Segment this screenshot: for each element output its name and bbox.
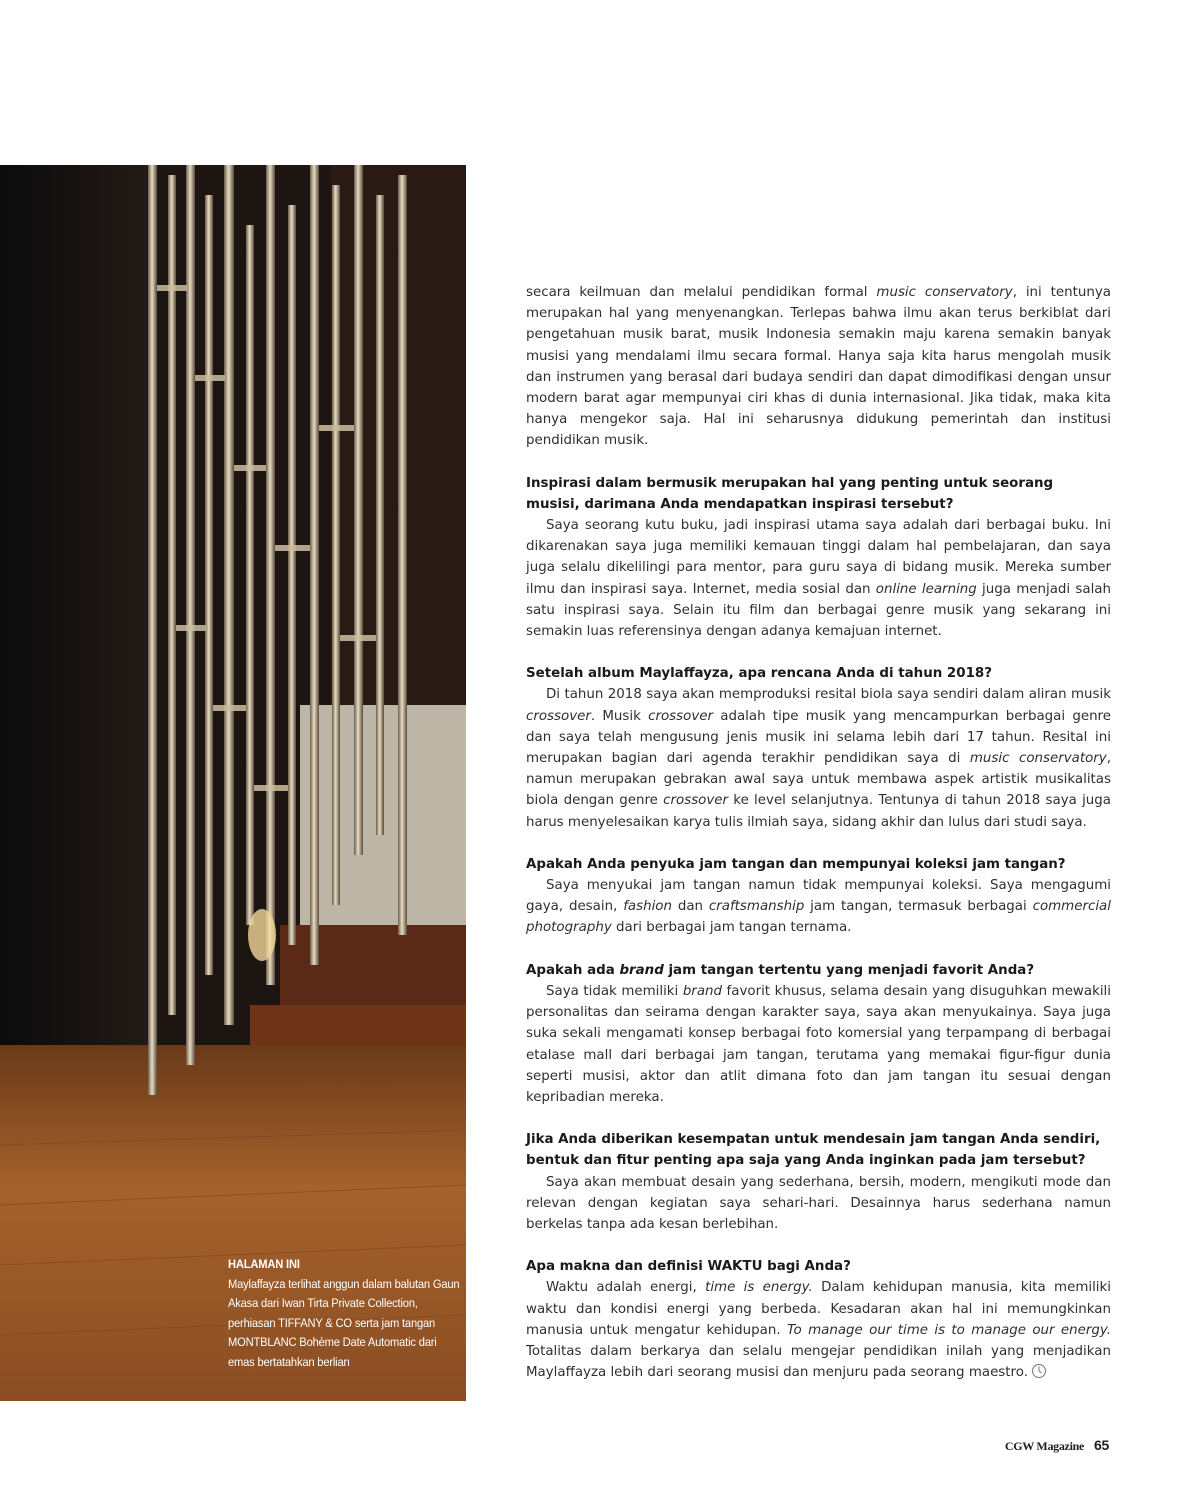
answer xyxy=(526,1277,1111,1383)
question xyxy=(526,960,1111,981)
text-run: , ini tentunya merupakan hal yang menyenangkan. Terlepas bahwa ilmu akan terus berkiblat dari pengetahuan musik barat, musik Indonesia semakin maju karena semakin banyak musisi yang mendalami ilmu secara formal. Hanya saja kita harus mengolah musik dan instrumen yang berasal dari budaya sendiri dan dapat dimodifikasi dengan unsur modern barat agar mempunyai ciri khas di dunia internasional. Jika tidak, maka kita hanya mengekor saja. Hal ini seharusnya didukung pemerintah dan institusi pendidikan musik. xyxy=(526,285,1111,449)
answer xyxy=(526,875,1111,939)
question xyxy=(526,473,1111,515)
caption-title: HALAMAN INI xyxy=(228,1257,300,1271)
text-run: Totalitas dalam berkarya dan selalu mengejar pendidikan inilah yang menjadikan Maylaffayza lebih dari seorang musisi dan menjuru pada seorang maestro. xyxy=(526,1343,1111,1381)
italic-text: brand xyxy=(682,983,723,999)
article-body xyxy=(526,282,1111,1383)
text-run: Waktu adalah energi, xyxy=(546,1280,706,1296)
text-run: favorit khusus, selama desain yang disuguhkan mewakili personalitas dan seirama dengan karakter saya, saya akan menyukainya. Saya juga suka sekali mengamati konsep berbagai foto komersial yang terpampang di berbagai etalase mall dari berbagai jam tangan, terutama yang memakai figur-figur dunia seperti musisi, aktor dan atlit dimana foto dan jam tangan itu sesuai dengan kepribadian mereka. xyxy=(526,983,1112,1105)
text-run: Apakah Anda penyuka jam tangan dan mempunyai koleksi jam tangan? xyxy=(526,856,1066,872)
answer xyxy=(526,684,1111,832)
question xyxy=(526,1129,1111,1171)
photo-caption xyxy=(228,1255,460,1373)
qa-list xyxy=(526,473,1111,1384)
text-run: adalah tipe musik yang mencampurkan berbagai genre dan saya telah mengusung jenis musik ini selama lebih dari 17 tahun. Resital ini merupakan bagian dari agenda terakhir pendidikan saya di xyxy=(526,708,1112,767)
text-run: Apakah ada xyxy=(526,962,620,978)
text-run: . Musik xyxy=(590,708,649,724)
italic-text: crossover xyxy=(663,793,729,809)
text-run: Saya menyukai jam tangan namun tidak mempunyai koleksi. Saya mengagumi gaya, desain, xyxy=(526,878,1111,915)
page-number: 65 xyxy=(1094,1437,1109,1453)
text-run: dan xyxy=(671,899,709,915)
text-run: dari berbagai jam tangan ternama. xyxy=(611,920,852,936)
text-run: , namun merupakan gebrakan awal saya untuk membawa aspek artistik musikalitas biola dengan genre xyxy=(526,751,1111,809)
italic-text: time is energy. xyxy=(705,1280,813,1296)
text-run: Saya seorang kutu buku, jadi inspirasi utama saya adalah dari berbagai buku. Ini dikarenakan saya juga memiliki kemauan tinggi dalam hal pembelajaran, dan saya juga selalu dikelilingi para mentor, para guru saya di bidang musik. Mereka sumber ilmu dan inspirasi saya. Internet, media sosial dan xyxy=(526,518,1111,597)
italic-text: commercial photography xyxy=(526,899,1111,936)
text-run: ke level selanjutnya. Tentunya di tahun 2018 saya juga harus menyelesaikan karya tulis ilmiah saya, sidang akhir dan lulus dari studi saya. xyxy=(526,793,1111,830)
text-run: Saya tidak memiliki xyxy=(546,983,683,999)
italic-text: crossover xyxy=(526,708,591,724)
italic-text: crossover xyxy=(648,708,713,724)
text-run: Dalam kehidupan manusia, kita memiliki waktu dan kondisi energi yang berbeda. Kesadaran akan hal ini memungkinkan manusia untuk mengatur kehidupan. xyxy=(526,1280,1112,1338)
answer xyxy=(526,515,1111,642)
caption-body: Maylaffayza terlihat anggun dalam balutan Gaun Akasa dari Iwan Tirta Private Collection, perhiasan TIFFANY & CO serta jam tangan MONTBLANC Bohème Date Automatic dari emas bertatahkan berlian xyxy=(228,1276,460,1369)
text-run: jam tangan, termasuk berbagai xyxy=(804,899,1033,915)
end-mark-clock-icon xyxy=(1031,1363,1047,1379)
italic-text: music conservatory xyxy=(969,751,1107,767)
italic-text: To manage our time is to manage our energy. xyxy=(787,1322,1111,1338)
text-run: Saya akan membuat desain yang sederhana, bersih, modern, mengikuti mode dan relevan dengan kegiatan saya sehari-hari. Desainnya harus sederhana namun berkelas tanpa ada kesan berlebihan. xyxy=(526,1174,1111,1232)
italic-text: craftsmanship xyxy=(708,899,805,915)
question xyxy=(526,663,1111,684)
page-footer xyxy=(1005,1437,1109,1454)
text-run: jam tangan tertentu yang menjadi favorit Anda? xyxy=(663,962,1035,978)
question xyxy=(526,854,1111,875)
answer xyxy=(526,1172,1111,1236)
text-run: Setelah album Maylaffayza, apa rencana Anda di tahun 2018? xyxy=(526,666,992,682)
text-run: Inspirasi dalam bermusik merupakan hal yang penting untuk seorang musisi, darimana Anda mendapatkan inspirasi tersebut? xyxy=(526,475,1054,512)
italic-text: fashion xyxy=(623,899,672,915)
question xyxy=(526,1256,1111,1277)
text-run: Jika Anda diberikan kesempatan untuk mendesain jam tangan Anda sendiri, bentuk dan fitur penting apa saja yang Anda inginkan pada jam tersebut? xyxy=(526,1132,1101,1169)
photo-illustration xyxy=(0,165,466,1401)
intro-paragraph xyxy=(526,282,1111,452)
text-run: juga menjadi salah satu inspirasi saya. Selain itu film dan berbagai genre musik yang sekarang ini semakin luas referensinya dengan adanya kemajuan internet. xyxy=(526,581,1112,640)
italic-text: music conservatory xyxy=(876,285,1013,300)
article-photo xyxy=(0,165,466,1401)
italic-text: brand xyxy=(619,962,664,978)
text-run: Di tahun 2018 saya akan memproduksi resital biola saya sendiri dalam aliran musik xyxy=(546,687,1111,703)
answer xyxy=(526,981,1111,1108)
italic-text: online learning xyxy=(875,581,977,597)
magazine-name: CGW Magazine xyxy=(1004,1439,1085,1453)
text-run: secara keilmuan dan melalui pendidikan formal xyxy=(526,285,877,300)
text-run: Apa makna dan definisi WAKTU bagi Anda? xyxy=(526,1259,851,1275)
